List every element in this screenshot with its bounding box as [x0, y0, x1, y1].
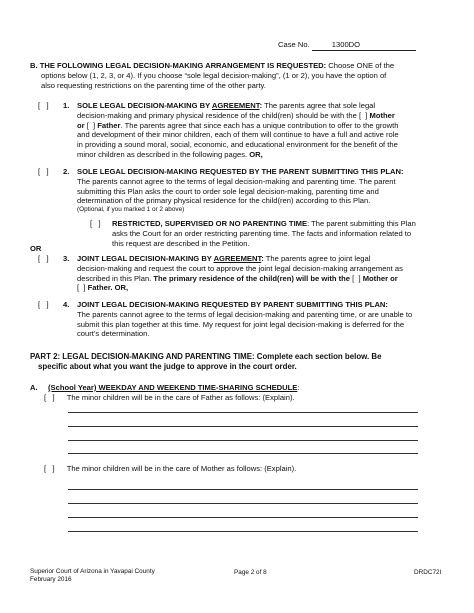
option-1-title-agreement: AGREEMENT — [211, 101, 260, 110]
option-3-number: 3. — [63, 254, 70, 263]
option-3-mother-checkbox[interactable]: [ ] — [352, 273, 361, 283]
option-2-sub-line-3: this request are described in the Petition. — [112, 238, 250, 248]
father-answer-line-1[interactable] — [68, 412, 418, 413]
option-2-sub-title: RESTRICTED, SUPERVISED OR NO PARENTING TIME — [112, 219, 308, 228]
section-b-intro-1: Choose ONE of the — [326, 61, 395, 70]
mother-answer-line-2[interactable] — [68, 503, 418, 504]
section-b-intro-3: also requesting restrictions on the parenting time of the other party. — [41, 80, 266, 90]
option-3-line-1: The parents agree to joint legal — [263, 254, 371, 263]
option-1-father-checkbox[interactable]: [ ] — [86, 120, 96, 130]
option-1-mother-label: Mother — [367, 110, 395, 120]
or-label: OR — [30, 244, 42, 253]
mother-answer-line-1[interactable] — [68, 489, 418, 490]
father-answer-line-2[interactable] — [68, 426, 418, 427]
option-1-line-3: . The parents agree that since each has a unique contribution to offer to the growth — [120, 120, 399, 130]
section-b-heading: THE FOLLOWING LEGAL DECISION-MAKING ARRANGEMENT IS REQUESTED: — [39, 61, 327, 70]
father-care-checkbox[interactable]: [ ] — [44, 392, 55, 402]
footer-court: Superior Court of Arizona in Yavapai County — [30, 568, 155, 575]
option-2-sub-line-2: asks the Court for an order restricting parenting time. The facts and information related to — [112, 228, 412, 238]
option-4-line-1: The parents cannot agree to the terms of legal decision-making and parenting time, or are unable to — [77, 309, 413, 319]
option-3-or-end: OR, — [112, 283, 129, 293]
section-b-intro-2: options below (1, 2, 3, or 4). If you choose “sole legal decision-making”, (1 or 2), you have the option of — [41, 70, 387, 80]
option-2-number: 2. — [63, 167, 70, 176]
option-2-line-3: determination of the primary physical residence for the child(ren) according to this Plan. — [77, 196, 371, 206]
option-1-line-5: in providing a sound moral, social, economic, and educational environment for the benefit of the — [77, 140, 398, 150]
option-3-father-label: Father. — [85, 283, 113, 293]
option-1-mother-checkbox[interactable]: [ ] — [358, 110, 368, 120]
footer-page: Page 2 of 8 — [234, 569, 267, 576]
option-3-mother-label: Mother or — [360, 273, 398, 283]
mother-answer-line-3[interactable] — [68, 517, 418, 518]
case-number — [278, 40, 416, 51]
option-1-number: 1. — [63, 101, 70, 110]
case-value: 1300DO — [331, 40, 361, 49]
mother-answer-line-4[interactable] — [68, 531, 418, 532]
option-3-title-agreement: AGREEMENT — [213, 254, 262, 263]
option-1-line-2: decision-making and primary physical residence of the child(ren) should be with the — [77, 110, 359, 120]
option-1-checkbox[interactable]: [ ] — [38, 101, 49, 110]
section-a-title-colon: : — [297, 383, 300, 392]
option-1-line-4: and development of their minor children, each of them will continue to have a full and active role — [77, 130, 399, 140]
mother-care-text: The minor children will be in the care of Mother as follows: (Explain). — [66, 464, 297, 473]
option-1-or: or — [77, 120, 87, 130]
section-a-title: (School Year) WEEKDAY AND WEEKEND TIME-SHARING SCHEDULE — [48, 383, 298, 392]
father-care-text: The minor children will be in the care of Father as follows: (Explain). — [66, 392, 295, 402]
part-2-heading-line-2: specific about what you want the judge to approve in the court order. — [38, 362, 297, 372]
option-1-father-label: Father — [95, 120, 121, 130]
option-2-title: SOLE LEGAL DECISION-MAKING REQUESTED BY THE PARENT SUBMITTING THIS PLAN: — [77, 167, 404, 176]
footer-left — [30, 568, 155, 585]
option-2-line-1: The parents cannot agree to the terms of legal decision-making and parenting time. The parent — [77, 176, 396, 186]
part-2-heading-line-1: PART 2: LEGAL DECISION-MAKING AND PARENTING TIME: Complete each section below. Be — [30, 352, 382, 361]
option-4-line-3: court’s determination. — [77, 329, 150, 339]
option-3-title-colon: : — [261, 254, 264, 263]
option-3-checkbox[interactable]: [ ] — [38, 254, 49, 263]
option-2-sub-checkbox[interactable]: [ ] — [90, 219, 101, 228]
option-1-or-end: OR, — [247, 149, 263, 159]
option-1-title-colon: : — [259, 101, 263, 110]
case-value-field[interactable] — [312, 40, 416, 51]
option-2-line-2: submitting this Plan asks the court to order sole legal decision-making, parenting time and — [77, 186, 379, 196]
option-2-note: (Optional, if you marked 1 or 2 above) — [77, 206, 185, 214]
father-answer-line-4[interactable] — [68, 453, 418, 454]
option-3-line-2: decision-making and request the court to approve the joint legal decision-making arrangement as — [77, 263, 403, 273]
option-2-sub-line-1: : The parent submitting this Plan — [307, 219, 416, 228]
option-3-father-checkbox[interactable]: [ ] — [77, 283, 86, 293]
option-1-line-6: minor children as described in the following pages. — [77, 149, 248, 159]
option-4-line-2: submit this plan together at this time. My request for joint legal decision-making is deferred for the — [77, 319, 405, 329]
option-1-title: SOLE LEGAL DECISION-MAKING BY — [77, 101, 212, 110]
footer-date: February 2016 — [30, 576, 72, 584]
option-1-line-1: The parents agree that sole legal — [262, 101, 376, 110]
option-2-checkbox[interactable]: [ ] — [38, 167, 49, 176]
option-3-title: JOINT LEGAL DECISION-MAKING BY — [77, 254, 214, 263]
mother-care — [44, 464, 296, 474]
option-3-residence: The primary residence of the child(ren) will be with the — [153, 273, 353, 283]
father-answer-line-3[interactable] — [68, 440, 418, 441]
part-2-heading — [30, 352, 450, 373]
footer-code: DRDC72I — [414, 569, 442, 576]
mother-care-checkbox[interactable]: [ ] — [44, 464, 55, 473]
option-3-line-3: described in this Plan. — [77, 273, 154, 283]
section-a — [30, 383, 450, 403]
option-4-number: 4. — [63, 300, 70, 309]
section-b-intro — [30, 61, 450, 90]
option-4-checkbox[interactable]: [ ] — [38, 300, 49, 309]
option-4-title: JOINT LEGAL DECISION-MAKING REQUESTED BY PARENT SUBMITTING THIS PLAN: — [77, 300, 388, 309]
section-b-letter: B. — [30, 61, 38, 70]
case-label: Case No. — [278, 40, 310, 49]
section-a-letter: A. — [30, 383, 38, 392]
